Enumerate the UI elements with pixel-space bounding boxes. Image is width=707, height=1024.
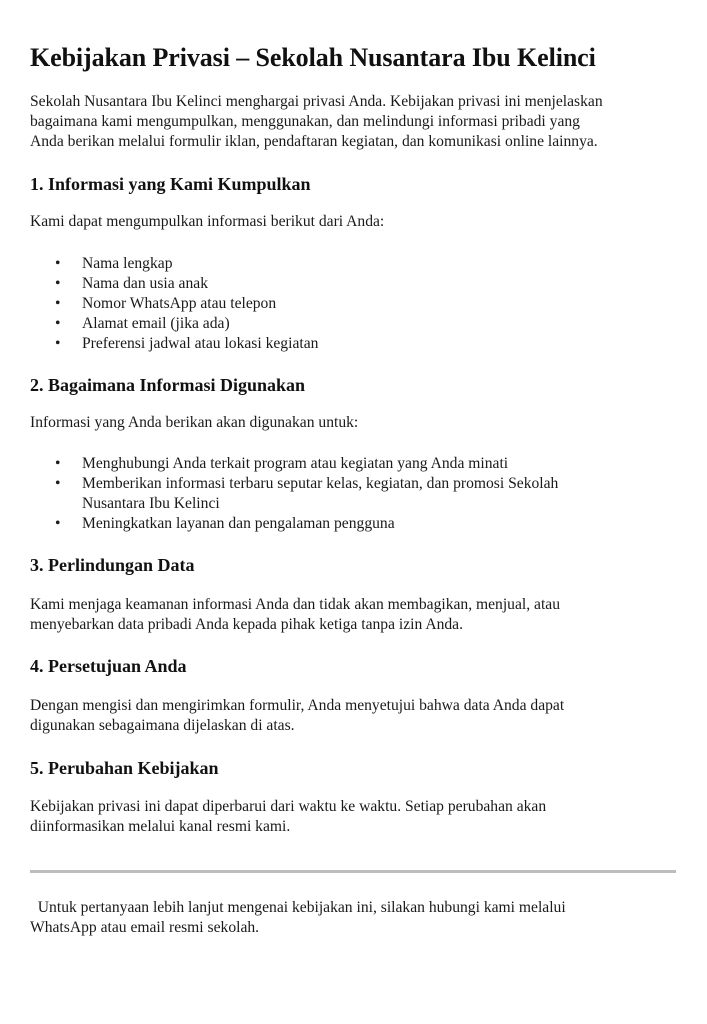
intro-paragraph — [30, 92, 603, 152]
paragraph-line: Kebijakan privasi ini dapat diperbarui dari waktu ke waktu. Setiap perubahan akan — [30, 798, 547, 815]
list-item — [30, 274, 318, 294]
intro-line: Anda berikan melalui formulir iklan, pendaftaran kegiatan, dan komunikasi online lainnya. — [30, 133, 598, 150]
paragraph-line: digunakan sebagaimana dijelaskan di atas. — [30, 717, 295, 734]
list-item — [30, 314, 318, 334]
bullet-icon: • — [55, 275, 61, 292]
intro-line: Sekolah Nusantara Ibu Kelinci menghargai privasi Anda. Kebijakan privasi ini menjelaskan — [30, 93, 603, 110]
page-title: Kebijakan Privasi – Sekolah Nusantara Ibu Kelinci — [30, 43, 596, 72]
section-text: Kami dapat mengumpulkan informasi berikut dari Anda: — [30, 213, 385, 230]
list-item — [30, 454, 558, 474]
info-usage-list — [30, 454, 558, 534]
section-heading-consent: 4. Persetujuan Anda — [30, 656, 187, 676]
footer-line: WhatsApp atau email resmi sekolah. — [30, 919, 260, 936]
list-item-text: Nomor WhatsApp atau telepon — [82, 295, 277, 312]
section-paragraph — [30, 595, 560, 635]
paragraph-line: Dengan mengisi dan mengirimkan formulir, Anda menyetujui bahwa data Anda dapat — [30, 697, 565, 714]
list-item — [30, 334, 318, 354]
list-item — [30, 514, 558, 534]
section-heading-data-protection: 3. Perlindungan Data — [30, 555, 195, 575]
intro-line: bagaimana kami mengumpulkan, menggunakan, dan melindungi informasi pribadi yang — [30, 113, 580, 130]
bullet-icon: • — [55, 515, 61, 532]
section-text: Informasi yang Anda berikan akan digunakan untuk: — [30, 414, 359, 431]
list-item-text: Meningkatkan layanan dan pengalaman pengguna — [82, 515, 395, 532]
list-item-text: Nama lengkap — [82, 255, 173, 272]
paragraph-line: diinformasikan melalui kanal resmi kami. — [30, 818, 291, 835]
section-paragraph — [30, 696, 564, 736]
bullet-icon: • — [55, 315, 61, 332]
paragraph-line: menyebarkan data pribadi Anda kepada pihak ketiga tanpa izin Anda. — [30, 616, 463, 633]
list-item — [30, 254, 318, 274]
list-item-text: Alamat email (jika ada) — [82, 315, 230, 332]
list-item-text: Nama dan usia anak — [82, 275, 208, 292]
section-heading-collected-info: 1. Informasi yang Kami Kumpulkan — [30, 174, 311, 194]
horizontal-divider — [30, 870, 676, 873]
section-heading-info-usage: 2. Bagaimana Informasi Digunakan — [30, 375, 306, 395]
list-item-text: Preferensi jadwal atau lokasi kegiatan — [82, 335, 319, 352]
footer-note — [30, 898, 566, 938]
section-heading-policy-changes: 5. Perubahan Kebijakan — [30, 758, 219, 778]
bullet-icon: • — [55, 335, 61, 352]
bullet-icon: • — [55, 255, 61, 272]
list-item — [30, 474, 558, 514]
bullet-icon: • — [55, 455, 61, 472]
paragraph-line: Kami menjaga keamanan informasi Anda dan tidak akan membagikan, menjual, atau — [30, 596, 561, 613]
list-item-text: Memberikan informasi terbaru seputar kelas, kegiatan, dan promosi Sekolah — [82, 475, 559, 492]
bullet-icon: • — [55, 295, 61, 312]
list-item-text-continued: Nusantara Ibu Kelinci — [82, 495, 220, 512]
section-paragraph — [30, 797, 546, 837]
list-item-text: Menghubungi Anda terkait program atau kegiatan yang Anda minati — [82, 455, 509, 472]
bullet-icon: • — [55, 475, 61, 492]
footer-line: Untuk pertanyaan lebih lanjut mengenai kebijakan ini, silakan hubungi kami melalui — [30, 899, 566, 916]
collected-info-list — [30, 254, 318, 354]
list-item — [30, 294, 318, 314]
